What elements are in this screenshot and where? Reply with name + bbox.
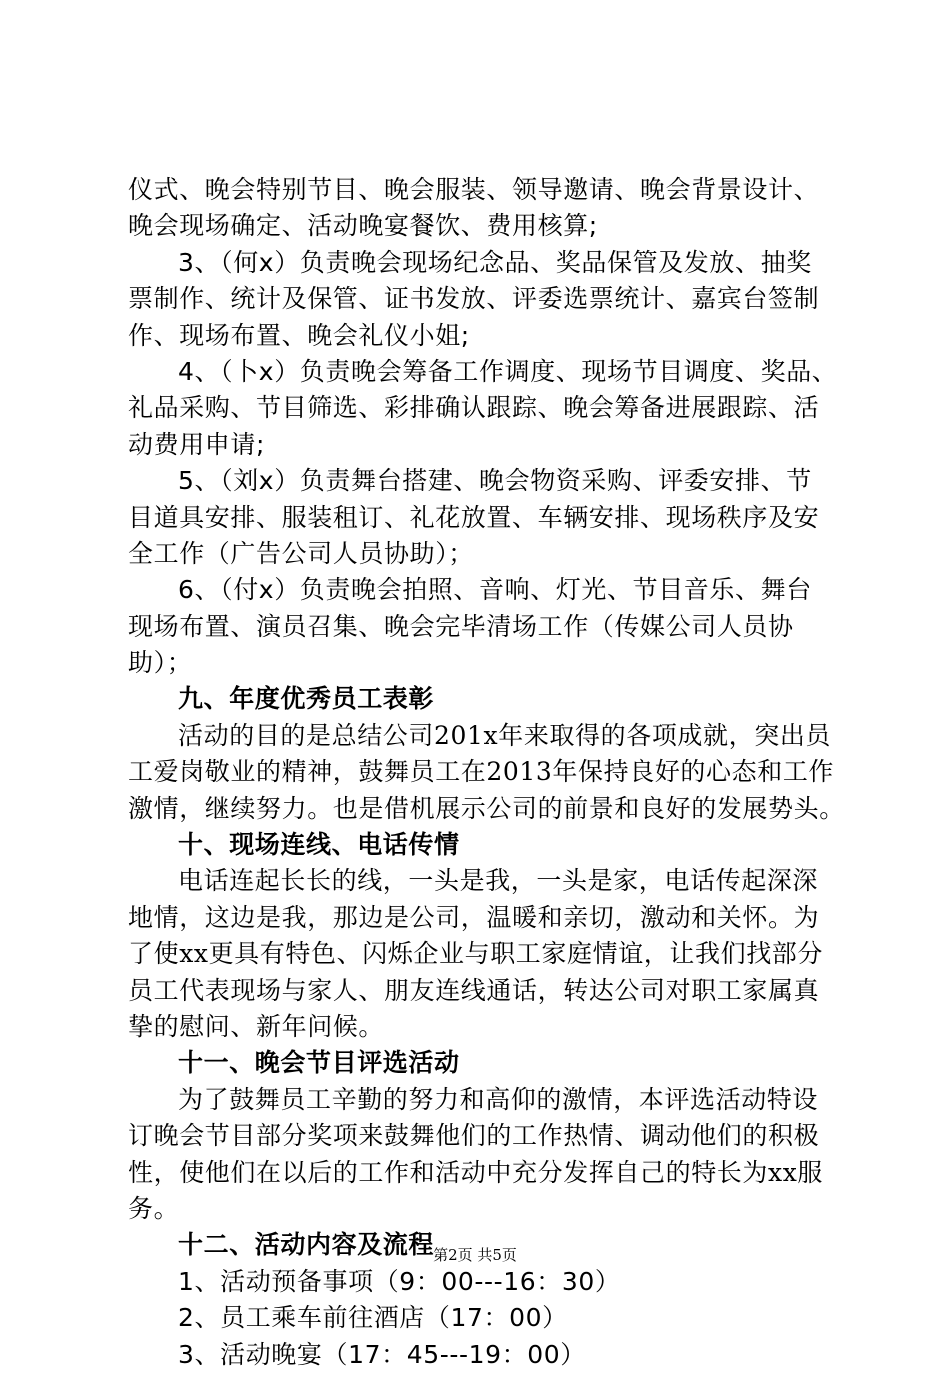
text-line: 3、活动晚宴（17：45---19：00） [178,1339,586,1369]
text-line: 性，使他们在以后的工作和活动中充分发挥自己的特长为xx服 [128,1157,824,1187]
text-line: 电话连起长长的线，一头是我，一头是家，电话传起深深 [178,866,819,896]
text-line: 务。 [128,1193,180,1223]
text-line: 订晚会节目部分奖项来鼓舞他们的工作热情、调动他们的积极 [128,1121,820,1151]
document-body [128,172,845,1373]
text-line: 2、员工乘车前往酒店（17：00） [178,1303,568,1333]
text-line: 票制作、统计及保管、证书发放、评委选票统计、嘉宾台签制 [128,284,820,314]
text-line: 礼品采购、节目筛选、彩排确认跟踪、晚会筹备进展跟踪、活 [128,393,820,423]
text-line: 员工代表现场与家人、朋友连线通话，转达公司对职工家属真 [128,975,820,1005]
text-line: 助）； [128,648,193,678]
text-line: 3、（何x）负责晚会现场纪念品、奖品保管及发放、抽奖 [178,247,812,277]
text-line: 仪式、晚会特别节目、晚会服装、领导邀请、晚会背景设计、 [128,175,820,204]
text-line: 动费用申请; [128,429,266,459]
text-line: 1、活动预备事项（9：00---16：30） [178,1266,621,1296]
section-heading: 九、年度优秀员工表彰 [178,684,435,714]
text-line: 6、（付x）负责晚会拍照、音响、灯光、节目音乐、舞台 [178,575,812,605]
text-line: 挚的慰问、新年问候。 [128,1011,385,1041]
text-line: 活动的目的是总结公司201x年来取得的各项成就，突出员 [178,720,832,750]
text-line: 激情，继续努力。也是借机展示公司的前景和良好的发展势头。 [128,793,845,823]
page-footer: 第2页 共5页 [433,1246,517,1264]
text-line: 5、（刘x）负责舞台搭建、晚会物资采购、评委安排、节 [178,466,812,496]
text-line: 目道具安排、服装租订、礼花放置、车辆安排、现场秩序及安 [128,502,820,532]
text-line: 为了鼓舞员工辛勤的努力和高仰的激情，本评选活动特设 [178,1084,819,1114]
text-line: 现场布置、演员召集、晚会完毕清场工作（传媒公司人员协 [128,611,794,641]
section-heading: 十、现场连线、电话传情 [178,830,460,860]
section-heading: 十一、晚会节目评选活动 [178,1048,460,1078]
text-line: 晚会现场确定、活动晚宴餐饮、费用核算; [128,211,598,241]
text-line: 作、现场布置、晚会礼仪小姐; [128,320,470,350]
text-line: 了使xx更具有特色、闪烁企业与职工家庭情谊，让我们找部分 [128,939,824,969]
section-heading: 十二、活动内容及流程 [178,1230,435,1260]
text-line: 工爱岗敬业的精神，鼓舞员工在2013年保持良好的心态和工作 [128,757,835,787]
text-line: 全工作（广告公司人员协助）； [128,538,474,568]
text-line: 地情，这边是我，那边是公司，温暖和亲切，激动和关怀。为 [128,902,820,932]
text-line: 4、（卜x）负责晚会筹备工作调度、现场节目调度、奖品、 [178,356,838,386]
